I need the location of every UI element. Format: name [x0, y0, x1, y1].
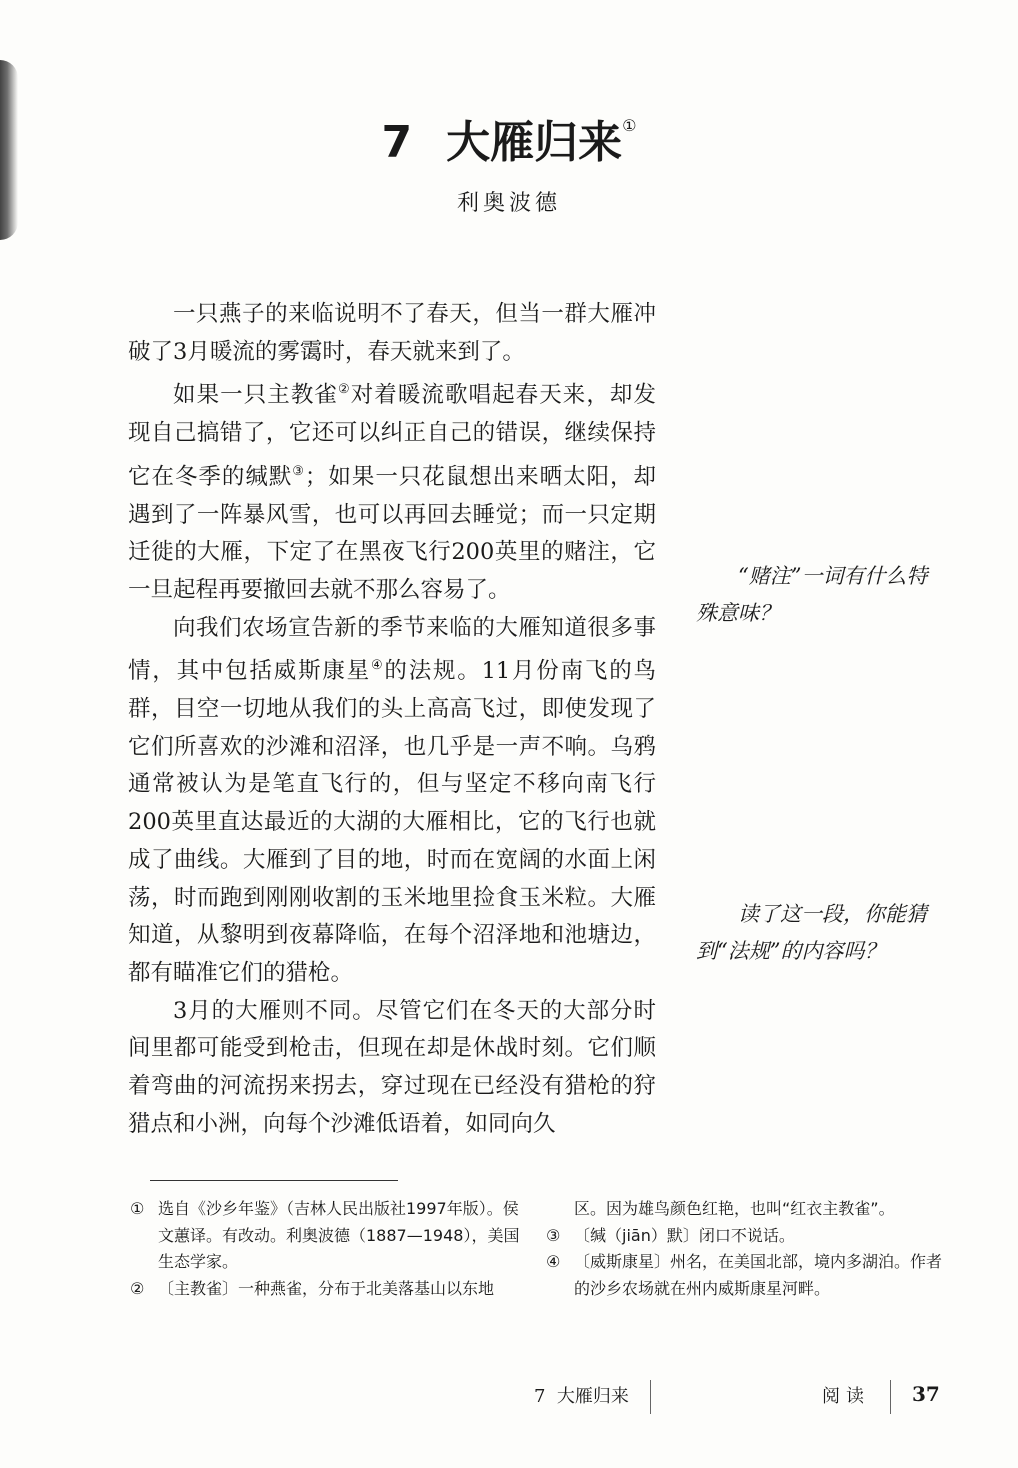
footnotes-right-column [546, 1196, 946, 1302]
lesson-title-text: 大雁归来 [446, 117, 623, 168]
footnote-2-text: 〔主教雀〕一种燕雀，分布于北美落基山以东地 [158, 1278, 495, 1298]
paragraph-4: 3月的大雁则不同。尽管它们在冬天的大部分时间里都可能受到枪击，但现在却是休战时刻。它们顺着弯曲的河流拐来拐去，穿过现在已经没有猎枪的狩猎点和小洲，向每个沙滩低语着，如同向久 [128, 997, 656, 1137]
paragraph-3 [128, 610, 656, 993]
footnote-1 [130, 1196, 530, 1276]
lesson-number: 7 [381, 117, 413, 168]
footnote-2 [130, 1276, 530, 1303]
footnote-3-text: 〔缄（jiān）默〕闭口不说话。 [574, 1225, 795, 1245]
footer-section-label: 阅读 [822, 1386, 870, 1407]
footer-lesson-title: 7 大雁归来 [534, 1386, 629, 1407]
footnote-2-continued: 区。因为雄鸟颜色红艳，也叫“红衣主教雀”。 [574, 1199, 895, 1218]
footnote-4-text: 〔威斯康星〕州名，在美国北部，境内多湖泊。作者的沙乡农场就在州内威斯康星河畔。 [574, 1252, 943, 1298]
page-number: 37 [912, 1382, 940, 1406]
footnote-3-mark: ③ [546, 1225, 561, 1245]
paragraph-2-part-a: 如果一只主教雀 [173, 382, 338, 409]
footnotes-left-column [130, 1196, 530, 1302]
footnote-4 [546, 1249, 946, 1302]
footer-divider-2 [890, 1380, 891, 1414]
footnote-ref-2: ② [337, 382, 351, 398]
footnote-4-mark: ④ [546, 1252, 561, 1271]
side-note-question-2: 读了这一段，你能猜到“法规”的内容吗？ [696, 902, 927, 963]
paragraph-2-part-b: 对着暖流歌唱起春天来，却发现自己搞错了，它还可以纠正自己的错误，继续保持它在冬季的缄默 [128, 382, 656, 490]
footnote-1-text: 选自《沙乡年鉴》（吉林人民出版社1997年版）。侯文蕙译。有改动。利奥波德（1887—1948），美国生态学家。 [158, 1199, 520, 1271]
footnote-ref-3: ③ [292, 463, 305, 479]
footnote-ref-4: ④ [370, 658, 385, 674]
footnote-2-mark: ② [130, 1278, 145, 1298]
main-text [128, 296, 656, 1143]
title-footnote-mark: ① [622, 116, 637, 135]
paragraph-3-part-a: 向我们农场宣告新的季节来临的大雁知道很多事情，其中包括威斯康星 [128, 614, 656, 685]
paragraph-1: 一只燕子的来临说明不了春天，但当一群大雁冲破了3月暖流的雾霭时，春天就来到了。 [128, 301, 656, 365]
lesson-title [0, 106, 1018, 170]
footer-divider-1 [650, 1380, 651, 1414]
footnote-divider [150, 1180, 398, 1181]
author-name: 利奥波德 [456, 191, 561, 216]
side-note-question-1: “赌注”一词有什么特殊意味？ [696, 564, 928, 625]
paragraph-2 [128, 371, 656, 609]
paragraph-2-part-c: ；如果一只花鼠想出来晒太阳，却遇到了一阵暴风雪，也可以再回去睡觉；而一只定期迁徙的大雁，下定了在黑夜飞行200英里的赌注，它一旦起程再要撤回去就不那么容易了。 [128, 463, 656, 603]
paragraph-3-part-b: 的法规。11月份南飞的鸟群，目空一切地从我们的头上高高飞过，即使发现了它们所喜欢的沙滩和沼泽，也几乎是一声不响。乌鸦通常被认为是笔直飞行的，但与坚定不移向南飞行200英里直达最近的大湖的大雁相比，它的飞行也就成了曲线。大雁到了目的地，时而在宽阔的水面上闲荡，时而跑到刚刚收割的玉米地里捡食玉米粒。大雁知道，从黎明到夜幕降临，在每个沼泽地和池塘边，都有瞄准它们的猎枪。 [128, 658, 656, 986]
footnote-3 [546, 1223, 946, 1250]
footnote-1-mark: ① [130, 1199, 145, 1218]
